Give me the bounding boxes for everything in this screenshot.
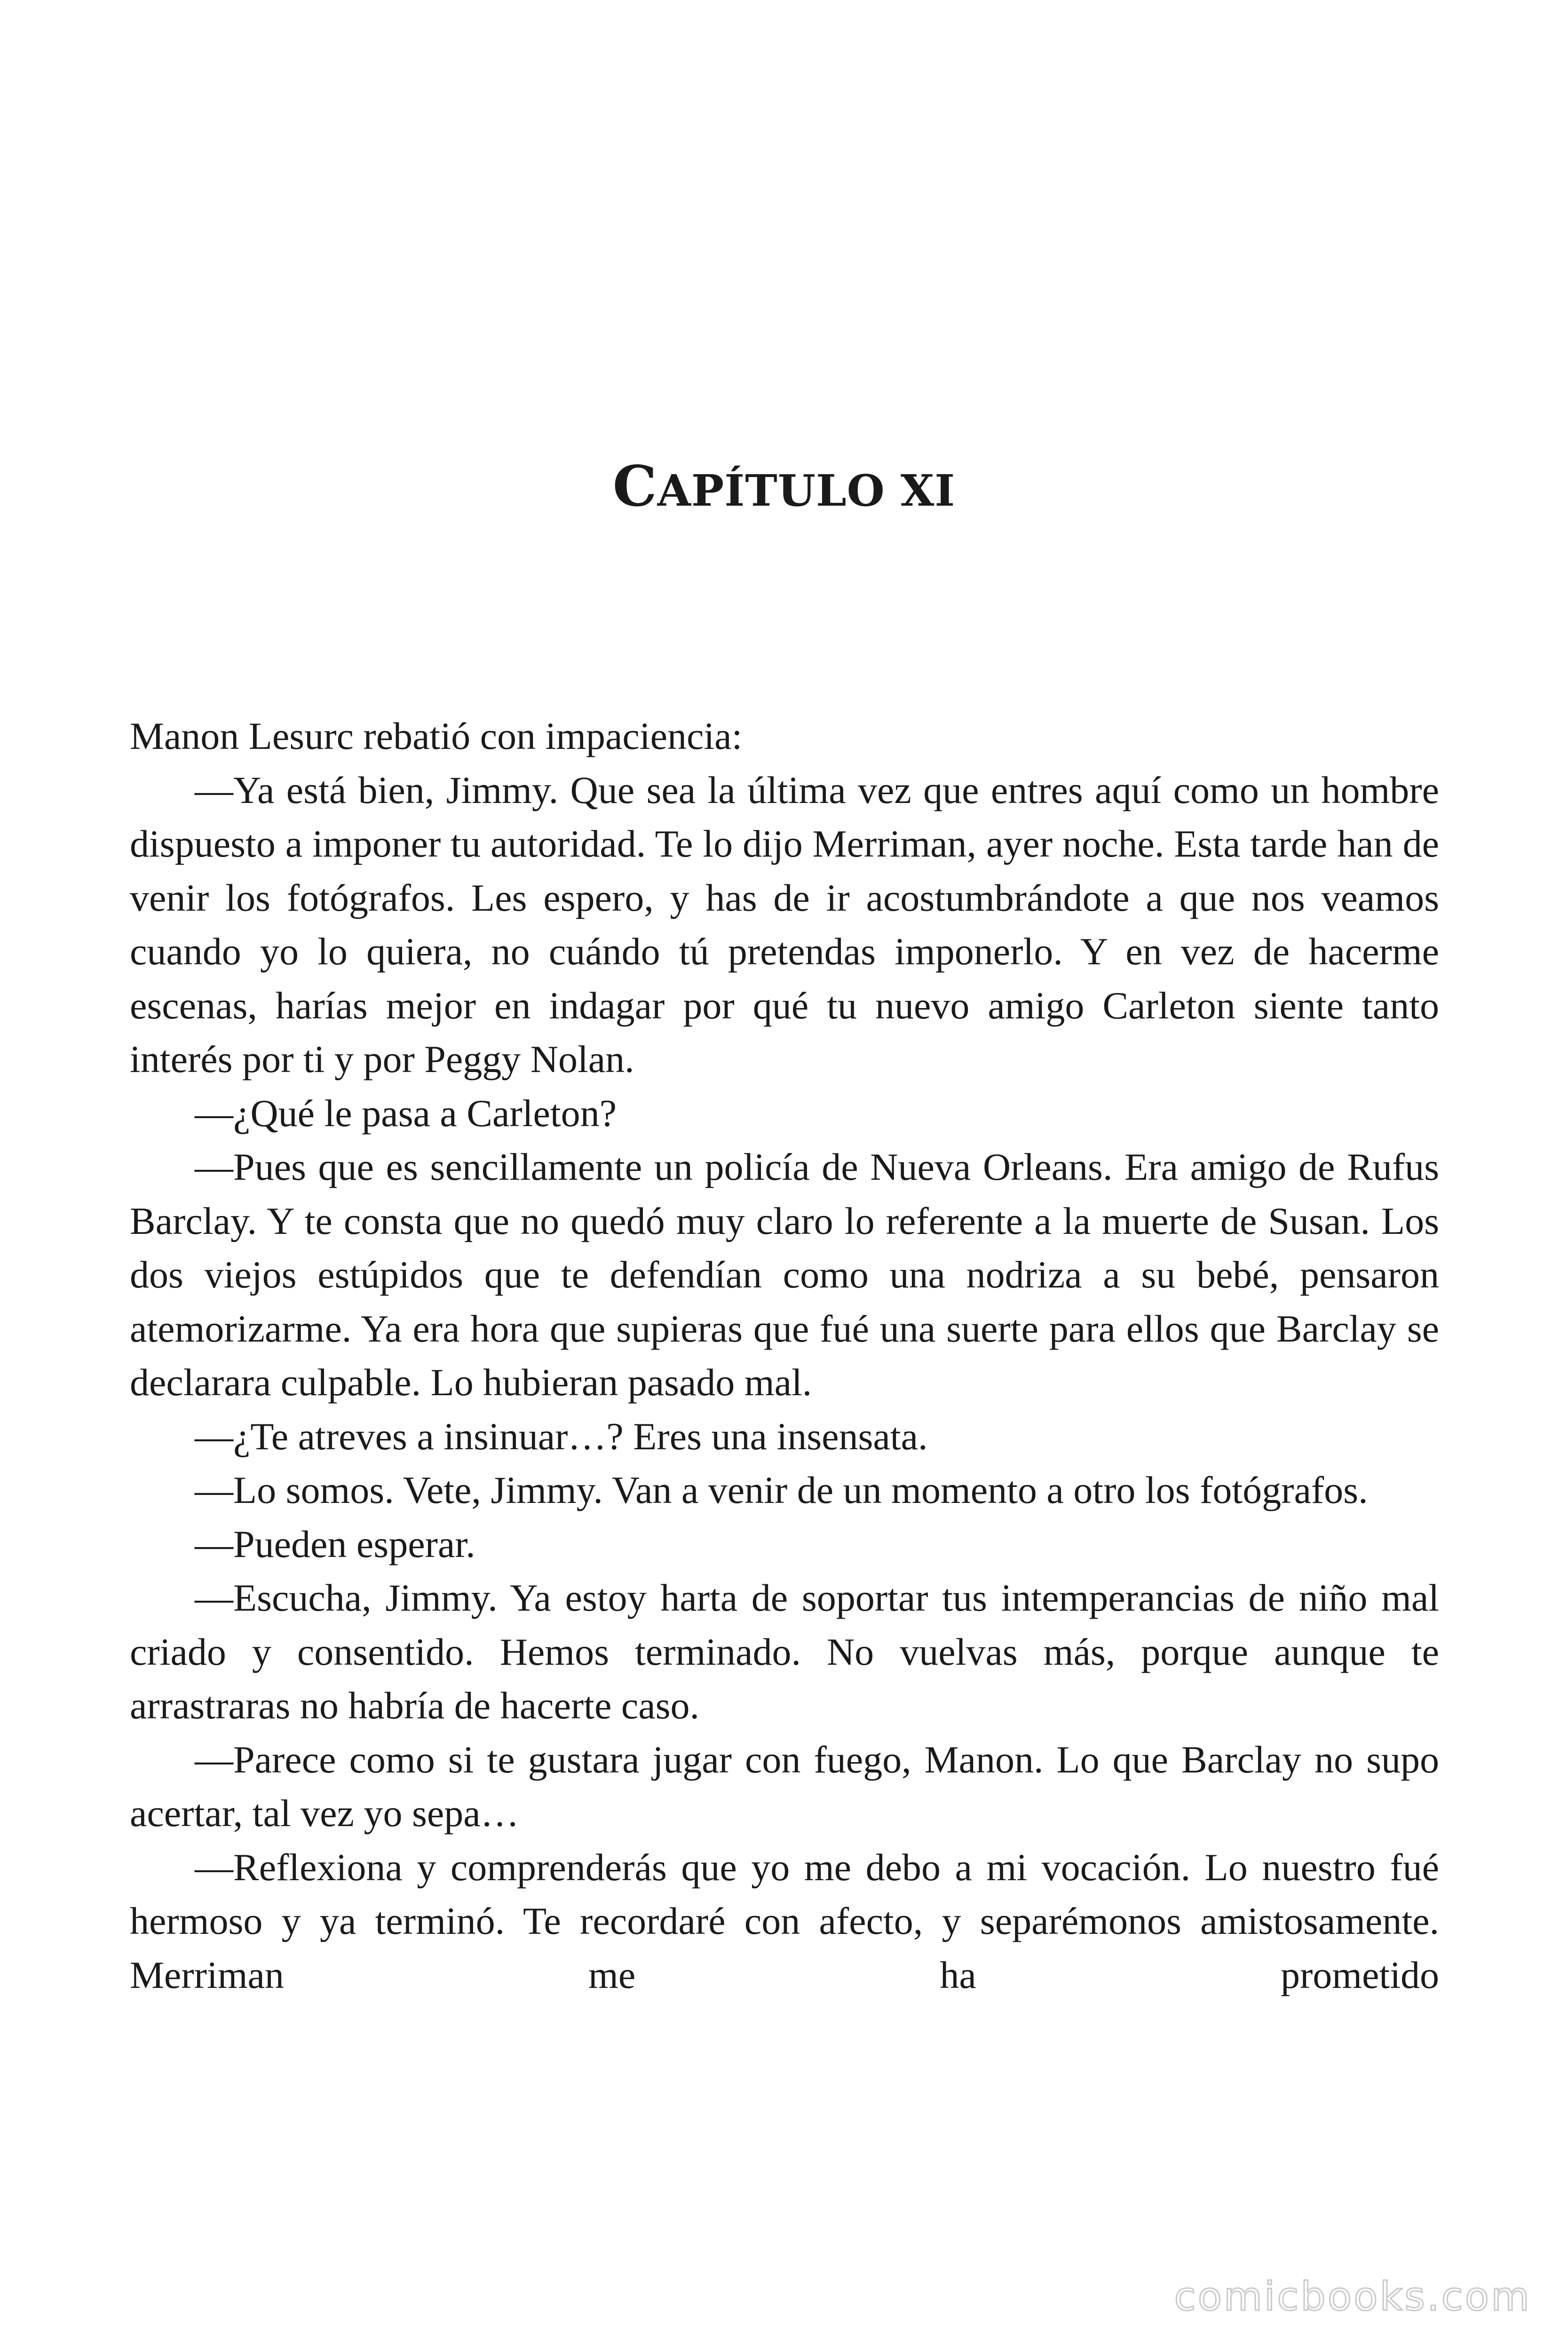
paragraph: —¿Te atreves a insinuar…? Eres una insensata.: [195, 1414, 928, 1458]
paragraph: Manon Lesurc rebatió con impaciencia:: [130, 715, 743, 757]
paragraph: —¿Qué le pasa a Carleton?: [195, 1091, 617, 1135]
body-text: [130, 709, 1439, 2002]
paragraph: —Parece como si te gustara jugar con fuego, Manon. Lo que Barclay no supo acertar, tal vez yo sepa…: [130, 1738, 1439, 1835]
paragraph: —Reflexiona y comprenderás que yo me debo a mi vocación. Lo nuestro fué hermoso y ya terminó. Te recordaré con afecto, y separémonos amistosamente. Merriman me ha prometido: [130, 1845, 1439, 1996]
paragraph: —Escucha, Jimmy. Ya estoy harta de soportar tus intemperancias de niño mal criado y consentido. Hemos terminado. No vuelvas más, porque aunque te arrastraras no habría de hacerte caso.: [130, 1576, 1439, 1727]
paragraph: —Pues que es sencillamente un policía de Nueva Orleans. Era amigo de Rufus Barclay. Y te consta que no quedó muy claro lo referente a la muerte de Susan. Los dos viejos estúpidos que te defendían como una nodriza a su bebé, pensaron atemorizarme. Ya era hora que supieras que fué una suerte para ellos que Barclay se declarara culpable. Lo hubieran pasado mal.: [130, 1145, 1439, 1404]
watermark: comicbooks.com: [1174, 2273, 1531, 2320]
paragraph: —Lo somos. Vete, Jimmy. Van a venir de un momento a otro los fotógrafos.: [195, 1469, 1368, 1511]
paragraph: —Ya está bien, Jimmy. Que sea la última vez que entres aquí como un hombre dispuesto a imponer tu autoridad. Te lo dijo Merriman, ayer noche. Esta tarde han de venir los fotógrafos. Les espero, y has de ir acostumbrándote a que nos veamos cuando yo lo quiera, no cuándo tú pretendas imponerlo. Y en vez de hacerme escenas, harías mejor en indagar por qué tu nuevo amigo Carleton siente tanto interés por ti y por Peggy Nolan.: [130, 768, 1439, 1081]
chapter-title-initial: C: [612, 453, 657, 519]
chapter-title-rest: APÍTULO XI: [657, 465, 956, 516]
paragraph: —Pueden esperar.: [195, 1522, 475, 1565]
chapter-title: [0, 453, 1568, 519]
